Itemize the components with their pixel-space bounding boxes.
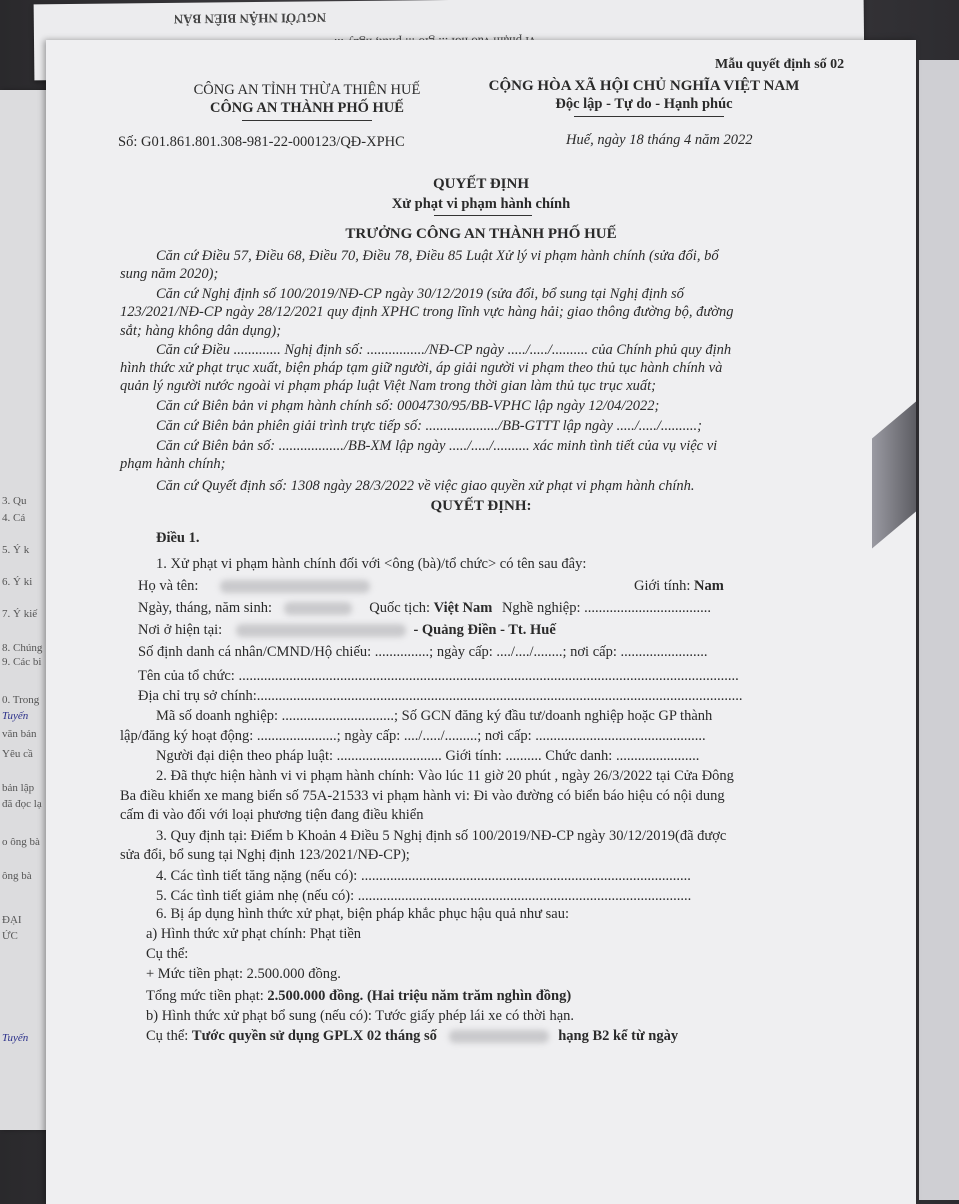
margin-text: 5. Ý k (2, 544, 30, 556)
document-subtitle: Xử phạt vi phạm hành chính (391, 196, 571, 212)
basis-line: Căn cứ Nghị định số 100/2019/NĐ-CP ngày 30/12/2019 (sửa đổi, bổ sung tại Nghị định số (156, 286, 684, 302)
form-number: Mẫu quyết định số 02 (715, 57, 845, 72)
margin-text: đã đọc lạ (2, 798, 42, 810)
gender-row (634, 578, 724, 595)
nation-motto: Độc lập - Tự do - Hạnh phúc (555, 96, 733, 112)
total-fine-value: 2.500.000 đồng. (267, 988, 364, 1004)
margin-text: văn bản (2, 728, 37, 740)
main-penalty: a) Hình thức xử phạt chính: Phạt tiền (146, 926, 362, 942)
margin-text: bản lập (2, 782, 35, 794)
margin-handwriting: Tuyến (2, 710, 29, 722)
biz-reg-row: lập/đăng ký hoạt động: ......................; ngày cấp: ..../...../.........; nơi cấp: ............................................... (120, 728, 706, 744)
suspension-text: Tước quyền sử dụng GPLX 02 tháng số (191, 1028, 437, 1044)
basis-line: sung năm 2020); (120, 266, 219, 282)
decision-number: Số: G01.861.801.308-981-22-000123/QĐ-XPHC (118, 134, 405, 150)
gender-value: Nam (694, 578, 724, 594)
residence-row (138, 622, 556, 639)
margin-text: ỨC (2, 930, 18, 942)
basis-line: phạm hành chính; (120, 456, 226, 472)
subtitle-underline (434, 215, 532, 216)
mitigating-row: 5. Các tình tiết giảm nhẹ (nếu có): ............................................................................................ (156, 888, 692, 904)
margin-text: 3. Qu (2, 495, 27, 507)
margin-text: Yêu cầ (2, 748, 33, 760)
margin-text: 0. Trong (2, 694, 40, 706)
issuing-authority: TRƯỞNG CÔNG AN THÀNH PHỐ HUẾ (345, 226, 617, 242)
margin-text: 8. Chúng (2, 642, 43, 654)
name-label: Họ và tên: (138, 578, 199, 594)
org-name-row: Tên của tổ chức: .......................................................................................................................................... (138, 668, 739, 684)
basis-line: Căn cứ Biên bản phiên giải trình trực tiếp số: ..................../BB-GTTT lập ngày ...../...../..........; (156, 418, 702, 434)
aggravating-row: 4. Các tình tiết tăng nặng (nếu có): ........................................................................................... (156, 868, 691, 884)
id-row: Số định danh cá nhân/CMND/Hộ chiếu: ...............; ngày cấp: ..../..../........; nơi cấp: ........................ (138, 644, 708, 660)
dob-row (138, 600, 711, 617)
gender-label: Giới tính: (634, 578, 691, 594)
name-row (138, 578, 370, 595)
nationality-label: Quốc tịch: (369, 600, 431, 616)
basis-line: Căn cứ Điều ............. Nghị định số: ................/NĐ-CP ngày ...../...../.......... của Chính phủ quy định (156, 342, 732, 358)
fine-amount: + Mức tiền phạt: 2.500.000 đồng. (146, 966, 341, 982)
redacted-dob (284, 602, 352, 615)
redacted-address (236, 624, 406, 637)
flap-heading: NGƯỜI NHẬN BIÊN BẢN (173, 10, 327, 27)
residence-value: - Quảng Điền - Tt. Huế (413, 622, 556, 638)
total-fine-words: (Hai triệu năm trăm nghìn đồng) (366, 988, 572, 1004)
margin-text: 9. Các bi (2, 656, 42, 668)
detail-label: Cụ thể: (146, 946, 189, 962)
nationality-value: Việt Nam (433, 600, 493, 616)
agency-underline (242, 120, 372, 121)
agency-name: CÔNG AN THÀNH PHỐ HUẾ (210, 100, 404, 116)
motto-underline (574, 116, 724, 117)
decision-document-page (46, 40, 916, 1204)
regulation-line: sửa đổi, bổ sung tại Nghị định 123/2021/NĐ-CP); (120, 847, 410, 863)
decision-date: Huế, ngày 18 tháng 4 năm 2022 (566, 132, 753, 148)
basis-line: Căn cứ Điều 57, Điều 68, Điều 70, Điều 78, Điều 85 Luật Xử lý vi phạm hành chính (sửa đổi, bổ (156, 248, 719, 264)
job-label: Nghề nghiệp: ................................... (501, 600, 711, 616)
basis-line: hình thức xử phạt trục xuất, biện pháp tạm giữ người, áp giải người vi phạm theo thủ tục hành chính và (120, 360, 723, 376)
margin-text: 7. Ý kiế (2, 608, 38, 620)
suspension-class: hạng B2 kể từ ngày (558, 1028, 679, 1044)
basis-line: quản lý người nước ngoài vi phạm pháp luật Việt Nam trong thời gian làm thủ tục trục xuất; (120, 378, 657, 394)
margin-handwriting: Tuyến (2, 1032, 29, 1044)
margin-text: ĐẠI (2, 914, 22, 926)
document-title: QUYẾT ĐỊNH (433, 176, 529, 192)
underlying-sheet-right (919, 60, 959, 1200)
license-suspension-row (146, 1028, 678, 1045)
residence-label: Nơi ở hiện tại: (138, 622, 223, 638)
margin-text: ông bà (2, 870, 32, 882)
decision-heading: QUYẾT ĐỊNH: (430, 498, 532, 514)
violation-line: cấm đi vào đối với loại phương tiện đang điều khiển (120, 807, 424, 823)
article-1: Điều 1. (156, 530, 200, 546)
margin-text: o ông bà (2, 836, 40, 848)
biz-code-row: Mã số doanh nghiệp: ...............................; Số GCN đăng ký đầu tư/doanh nghiệp hoặc GP thành (156, 708, 713, 724)
basis-line: sắt; hàng không dân dụng); (120, 323, 282, 339)
item-1: 1. Xử phạt vi phạm hành chính đối với <ông (bà)/tổ chức> có tên sau đây: (156, 556, 587, 572)
margin-text: 4. Cá (2, 512, 26, 524)
regulation-line: 3. Quy định tại: Điểm b Khoản 4 Điều 5 Nghị định số 100/2019/NĐ-CP ngày 30/12/2019(đã được (156, 828, 727, 844)
total-fine-label: Tổng mức tiền phạt: (146, 988, 264, 1004)
agency-parent: CÔNG AN TỈNH THỪA THIÊN HUẾ (193, 82, 421, 98)
redacted-name (220, 580, 370, 593)
penalty-intro: 6. Bị áp dụng hình thức xử phạt, biện pháp khắc phục hậu quả như sau: (156, 906, 569, 922)
nation-name: CỘNG HÒA XÃ HỘI CHỦ NGHĨA VIỆT NAM (488, 78, 800, 94)
margin-text: 6. Ý ki (2, 576, 33, 588)
legal-rep-row: Người đại diện theo pháp luật: ............................. Giới tính: .......... Chức danh: ....................... (156, 748, 700, 764)
basis-line: 123/2021/NĐ-CP ngày 28/12/2021 quy định XPHC trong lĩnh vực hàng hải; giao thông đường bộ, đường (120, 304, 734, 320)
basis-line: Căn cứ Quyết định số: 1308 ngày 28/3/2022 về việc giao quyền xử phạt vi phạm hành chính. (156, 478, 695, 494)
additional-penalty: b) Hình thức xử phạt bổ sung (nếu có): Tước giấy phép lái xe có thời hạn. (146, 1008, 575, 1024)
basis-line: Căn cứ Biên bản số: ................../BB-XM lập ngày ...../...../.......... xác minh tình tiết của vụ việc vi (156, 438, 718, 454)
violation-line: 2. Đã thực hiện hành vi vi phạm hành chính: Vào lúc 11 giờ 20 phút , ngày 26/3/2022 tại Cửa Đông (156, 768, 734, 784)
violation-line: Ba điều khiển xe mang biển số 75A-21533 vi phạm hành vi: Đi vào đường có biển báo hiệu có nội dung (120, 788, 725, 804)
dob-label: Ngày, tháng, năm sinh: (138, 600, 272, 616)
basis-line: Căn cứ Biên bản vi phạm hành chính số: 0004730/95/BB-VPHC lập ngày 12/04/2022; (156, 398, 660, 414)
org-address-row: Địa chỉ trụ sở chính:...................................................................................................................................... (138, 688, 743, 704)
detail2-label: Cụ thể: (146, 1028, 189, 1044)
redacted-license-number (449, 1030, 549, 1043)
total-fine-row (146, 988, 571, 1005)
pen-clip-shadow (872, 402, 916, 549)
